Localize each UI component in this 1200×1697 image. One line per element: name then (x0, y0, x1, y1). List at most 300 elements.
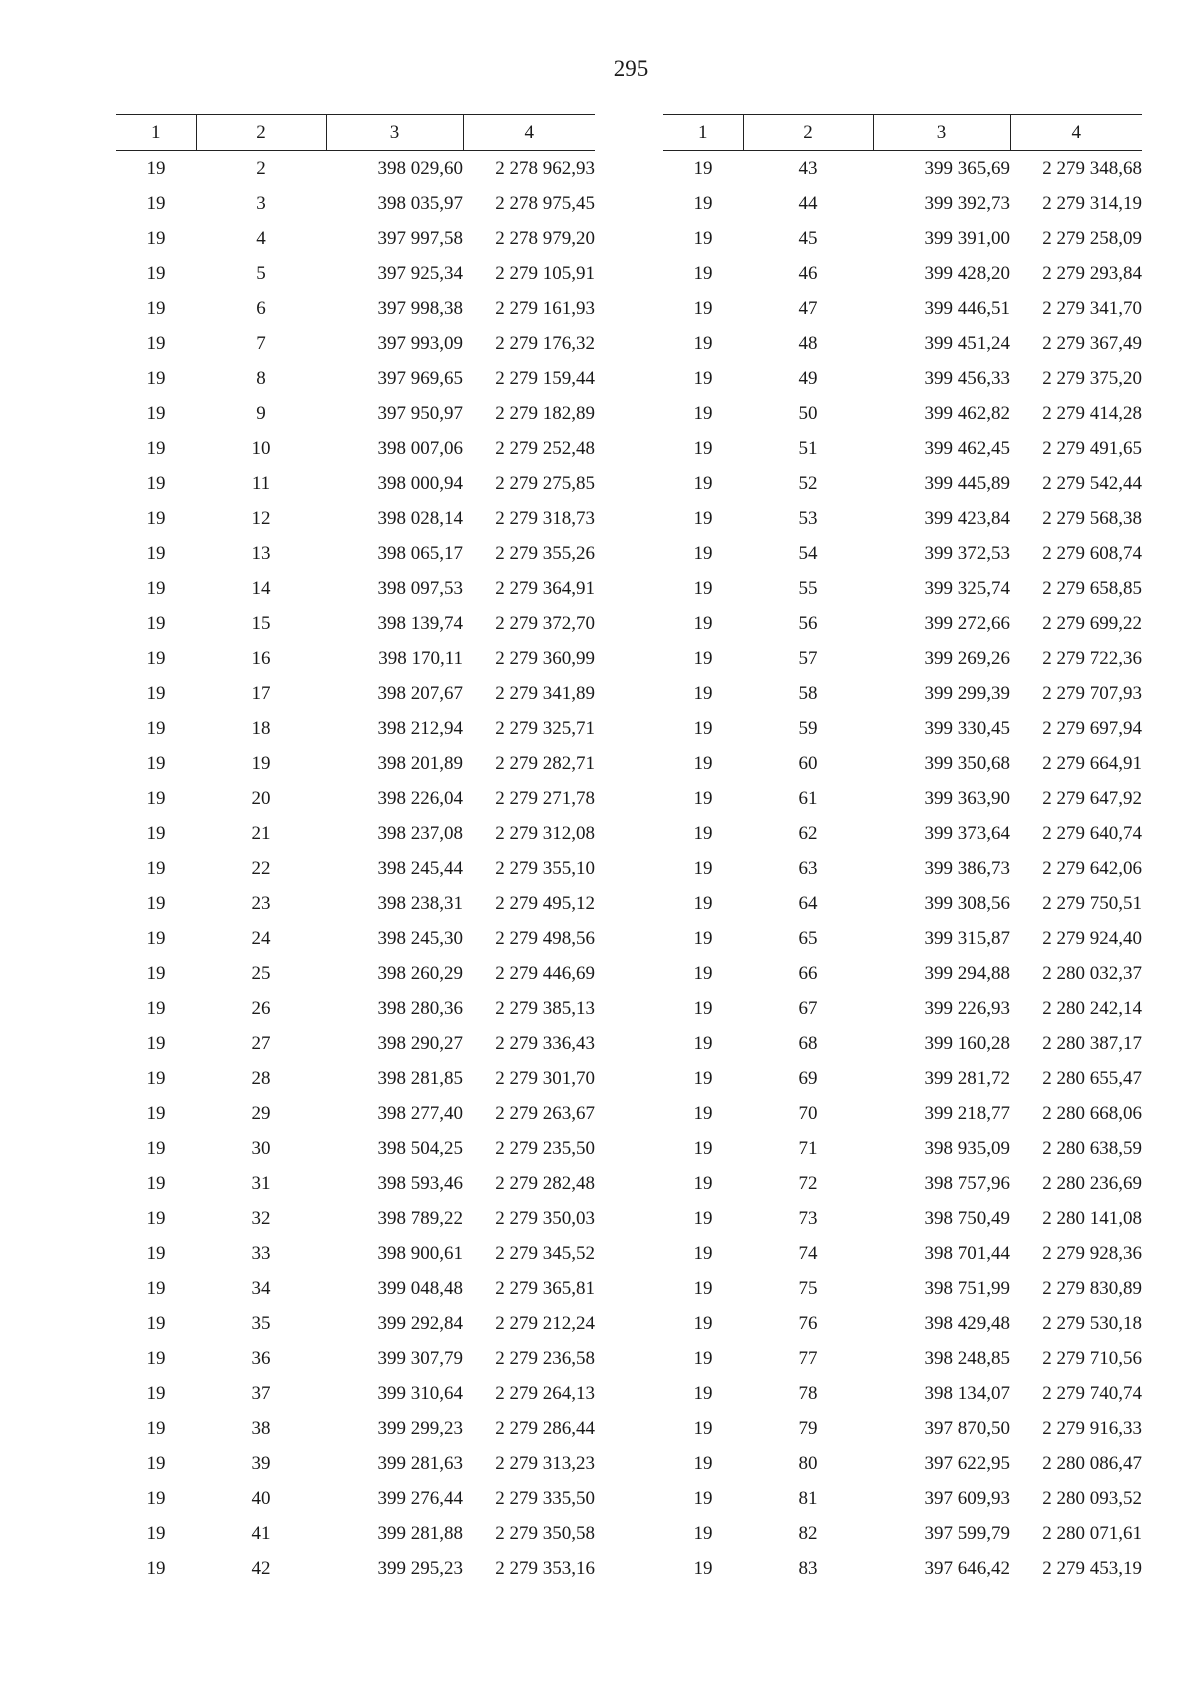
point-number-cell: 23 (251, 892, 271, 914)
x-coordinate-cell: 397 950,97 (377, 402, 463, 424)
point-number-cell: 64 (798, 892, 818, 914)
table-row (663, 711, 1142, 746)
point-number-cell: 12 (251, 507, 271, 529)
point-number-cell: 2 (256, 157, 266, 179)
x-coordinate-cell: 397 997,58 (377, 227, 463, 249)
y-coordinate-cell: 2 280 236,69 (1042, 1172, 1142, 1194)
x-coordinate-cell: 398 035,97 (377, 192, 463, 214)
table-row (116, 1026, 595, 1061)
header-row (663, 115, 1142, 151)
y-coordinate-cell: 2 279 252,48 (495, 437, 595, 459)
section-number-cell: 19 (693, 1277, 713, 1299)
section-number-cell: 19 (146, 752, 166, 774)
y-coordinate-cell: 2 279 375,20 (1042, 367, 1142, 389)
table-row (663, 1341, 1142, 1376)
point-number-cell: 58 (798, 682, 818, 704)
section-number-cell: 19 (693, 1067, 713, 1089)
section-number-cell: 19 (693, 752, 713, 774)
table-row (663, 466, 1142, 501)
section-number-cell: 19 (146, 437, 166, 459)
section-number-cell: 19 (146, 542, 166, 564)
x-coordinate-cell: 399 451,24 (924, 332, 1010, 354)
column-header: 3 (873, 115, 1010, 151)
x-coordinate-cell: 398 248,85 (924, 1347, 1010, 1369)
table-row (116, 711, 595, 746)
table-row (663, 1096, 1142, 1131)
x-coordinate-cell: 398 238,31 (377, 892, 463, 914)
section-number-cell: 19 (693, 577, 713, 599)
point-number-cell: 42 (251, 1557, 271, 1579)
x-coordinate-cell: 399 456,33 (924, 367, 1010, 389)
point-number-cell: 5 (256, 262, 266, 284)
y-coordinate-cell: 2 279 699,22 (1042, 612, 1142, 634)
y-coordinate-cell: 2 280 655,47 (1042, 1067, 1142, 1089)
section-number-cell: 19 (146, 962, 166, 984)
point-number-cell: 48 (798, 332, 818, 354)
y-coordinate-cell: 2 279 348,68 (1042, 157, 1142, 179)
point-number-cell: 36 (251, 1347, 271, 1369)
x-coordinate-cell: 397 998,38 (377, 297, 463, 319)
x-coordinate-cell: 398 097,53 (377, 577, 463, 599)
section-number-cell: 19 (693, 262, 713, 284)
point-number-cell: 20 (251, 787, 271, 809)
point-number-cell: 70 (798, 1102, 818, 1124)
x-coordinate-cell: 398 277,40 (377, 1102, 463, 1124)
table-row (663, 571, 1142, 606)
section-number-cell: 19 (146, 1207, 166, 1229)
table-row (663, 151, 1142, 187)
point-number-cell: 49 (798, 367, 818, 389)
y-coordinate-cell: 2 279 350,58 (495, 1522, 595, 1544)
y-coordinate-cell: 2 279 282,48 (495, 1172, 595, 1194)
section-number-cell: 19 (693, 472, 713, 494)
y-coordinate-cell: 2 278 962,93 (495, 157, 595, 179)
x-coordinate-cell: 399 391,00 (924, 227, 1010, 249)
header-row (116, 115, 595, 151)
y-coordinate-cell: 2 278 979,20 (495, 227, 595, 249)
table-row (116, 221, 595, 256)
point-number-cell: 27 (251, 1032, 271, 1054)
point-number-cell: 69 (798, 1067, 818, 1089)
x-coordinate-cell: 399 281,72 (924, 1067, 1010, 1089)
y-coordinate-cell: 2 279 491,65 (1042, 437, 1142, 459)
x-coordinate-cell: 399 462,45 (924, 437, 1010, 459)
section-number-cell: 19 (693, 927, 713, 949)
x-coordinate-cell: 399 272,66 (924, 612, 1010, 634)
section-number-cell: 19 (693, 1347, 713, 1369)
section-number-cell: 19 (146, 612, 166, 634)
column-header: 3 (326, 115, 463, 151)
point-number-cell: 43 (798, 157, 818, 179)
table-row (116, 1306, 595, 1341)
table-row (116, 1551, 595, 1586)
x-coordinate-cell: 398 757,96 (924, 1172, 1010, 1194)
y-coordinate-cell: 2 279 498,56 (495, 927, 595, 949)
table-row (116, 1341, 595, 1376)
section-number-cell: 19 (693, 892, 713, 914)
x-coordinate-cell: 399 226,93 (924, 997, 1010, 1019)
point-number-cell: 3 (256, 192, 266, 214)
y-coordinate-cell: 2 280 071,61 (1042, 1522, 1142, 1544)
section-number-cell: 19 (146, 1137, 166, 1159)
section-number-cell: 19 (693, 1032, 713, 1054)
y-coordinate-cell: 2 280 668,06 (1042, 1102, 1142, 1124)
section-number-cell: 19 (146, 1382, 166, 1404)
point-number-cell: 35 (251, 1312, 271, 1334)
point-number-cell: 15 (251, 612, 271, 634)
section-number-cell: 19 (693, 612, 713, 634)
y-coordinate-cell: 2 279 710,56 (1042, 1347, 1142, 1369)
x-coordinate-cell: 398 065,17 (377, 542, 463, 564)
section-number-cell: 19 (146, 857, 166, 879)
section-number-cell: 19 (146, 892, 166, 914)
section-number-cell: 19 (693, 157, 713, 179)
table-row (116, 1446, 595, 1481)
section-number-cell: 19 (146, 297, 166, 319)
table-row (663, 1026, 1142, 1061)
y-coordinate-cell: 2 279 495,12 (495, 892, 595, 914)
x-coordinate-cell: 399 392,73 (924, 192, 1010, 214)
x-coordinate-cell: 399 372,53 (924, 542, 1010, 564)
point-number-cell: 82 (798, 1522, 818, 1544)
x-coordinate-cell: 398 260,29 (377, 962, 463, 984)
table-row (116, 1236, 595, 1271)
table-row (116, 151, 595, 187)
point-number-cell: 62 (798, 822, 818, 844)
y-coordinate-cell: 2 279 312,08 (495, 822, 595, 844)
table-row (663, 1166, 1142, 1201)
table-row (116, 1096, 595, 1131)
table-row (663, 746, 1142, 781)
table-row (116, 326, 595, 361)
x-coordinate-cell: 398 701,44 (924, 1242, 1010, 1264)
x-coordinate-cell: 398 290,27 (377, 1032, 463, 1054)
table-row (663, 1131, 1142, 1166)
column-header: 1 (663, 115, 743, 151)
x-coordinate-cell: 399 365,69 (924, 157, 1010, 179)
table-row (116, 1516, 595, 1551)
section-number-cell: 19 (693, 1382, 713, 1404)
section-number-cell: 19 (146, 927, 166, 949)
table-row (663, 361, 1142, 396)
point-number-cell: 34 (251, 1277, 271, 1299)
y-coordinate-cell: 2 279 372,70 (495, 612, 595, 634)
y-coordinate-cell: 2 279 176,32 (495, 332, 595, 354)
section-number-cell: 19 (146, 577, 166, 599)
y-coordinate-cell: 2 279 367,49 (1042, 332, 1142, 354)
point-number-cell: 13 (251, 542, 271, 564)
section-number-cell: 19 (693, 1522, 713, 1544)
page-number: 295 (613, 56, 649, 81)
y-coordinate-cell: 2 279 336,43 (495, 1032, 595, 1054)
table-row (663, 1411, 1142, 1446)
table-row (663, 221, 1142, 256)
table-row (663, 536, 1142, 571)
y-coordinate-cell: 2 279 446,69 (495, 962, 595, 984)
x-coordinate-cell: 397 609,93 (924, 1487, 1010, 1509)
y-coordinate-cell: 2 279 640,74 (1042, 822, 1142, 844)
table-row (663, 641, 1142, 676)
section-number-cell: 19 (693, 227, 713, 249)
x-coordinate-cell: 398 789,22 (377, 1207, 463, 1229)
point-number-cell: 18 (251, 717, 271, 739)
y-coordinate-cell: 2 279 414,28 (1042, 402, 1142, 424)
y-coordinate-cell: 2 278 975,45 (495, 192, 595, 214)
section-number-cell: 19 (146, 1032, 166, 1054)
section-number-cell: 19 (693, 822, 713, 844)
y-coordinate-cell: 2 279 707,93 (1042, 682, 1142, 704)
section-number-cell: 19 (693, 542, 713, 564)
table-row (116, 1201, 595, 1236)
x-coordinate-cell: 398 429,48 (924, 1312, 1010, 1334)
point-number-cell: 80 (798, 1452, 818, 1474)
point-number-cell: 63 (798, 857, 818, 879)
table-row (116, 361, 595, 396)
y-coordinate-cell: 2 279 355,26 (495, 542, 595, 564)
section-number-cell: 19 (693, 1137, 713, 1159)
x-coordinate-cell: 398 751,99 (924, 1277, 1010, 1299)
x-coordinate-cell: 398 280,36 (377, 997, 463, 1019)
table-row (663, 326, 1142, 361)
section-number-cell: 19 (146, 822, 166, 844)
table-row (116, 1271, 595, 1306)
point-number-cell: 21 (251, 822, 271, 844)
point-number-cell: 22 (251, 857, 271, 879)
y-coordinate-cell: 2 279 335,50 (495, 1487, 595, 1509)
section-number-cell: 19 (146, 262, 166, 284)
y-coordinate-cell: 2 280 141,08 (1042, 1207, 1142, 1229)
table-row (663, 1306, 1142, 1341)
y-coordinate-cell: 2 280 387,17 (1042, 1032, 1142, 1054)
x-coordinate-cell: 398 237,08 (377, 822, 463, 844)
x-coordinate-cell: 399 276,44 (377, 1487, 463, 1509)
table-row (663, 396, 1142, 431)
point-number-cell: 33 (251, 1242, 271, 1264)
point-number-cell: 8 (256, 367, 266, 389)
x-coordinate-cell: 399 363,90 (924, 787, 1010, 809)
x-coordinate-cell: 398 134,07 (924, 1382, 1010, 1404)
section-number-cell: 19 (146, 1102, 166, 1124)
y-coordinate-cell: 2 279 235,50 (495, 1137, 595, 1159)
x-coordinate-cell: 398 281,85 (377, 1067, 463, 1089)
point-number-cell: 79 (798, 1417, 818, 1439)
point-number-cell: 45 (798, 227, 818, 249)
table-row (116, 606, 595, 641)
section-number-cell: 19 (146, 1452, 166, 1474)
section-number-cell: 19 (693, 1207, 713, 1229)
point-number-cell: 41 (251, 1522, 271, 1544)
section-number-cell: 19 (693, 367, 713, 389)
x-coordinate-cell: 398 245,44 (377, 857, 463, 879)
table-row (663, 501, 1142, 536)
section-number-cell: 19 (693, 997, 713, 1019)
coordinates-table-left (116, 114, 595, 1586)
y-coordinate-cell: 2 279 159,44 (495, 367, 595, 389)
point-number-cell: 68 (798, 1032, 818, 1054)
point-number-cell: 32 (251, 1207, 271, 1229)
section-number-cell: 19 (146, 402, 166, 424)
y-coordinate-cell: 2 279 313,23 (495, 1452, 595, 1474)
x-coordinate-cell: 397 993,09 (377, 332, 463, 354)
y-coordinate-cell: 2 279 212,24 (495, 1312, 595, 1334)
table-row (663, 431, 1142, 466)
y-coordinate-cell: 2 279 360,99 (495, 647, 595, 669)
x-coordinate-cell: 399 308,56 (924, 892, 1010, 914)
y-coordinate-cell: 2 279 924,40 (1042, 927, 1142, 949)
section-number-cell: 19 (146, 332, 166, 354)
x-coordinate-cell: 398 593,46 (377, 1172, 463, 1194)
x-coordinate-cell: 398 212,94 (377, 717, 463, 739)
table-row (116, 536, 595, 571)
y-coordinate-cell: 2 280 242,14 (1042, 997, 1142, 1019)
point-number-cell: 24 (251, 927, 271, 949)
table-row (663, 1516, 1142, 1551)
x-coordinate-cell: 398 935,09 (924, 1137, 1010, 1159)
section-number-cell: 19 (146, 367, 166, 389)
x-coordinate-cell: 399 446,51 (924, 297, 1010, 319)
x-coordinate-cell: 398 504,25 (377, 1137, 463, 1159)
y-coordinate-cell: 2 279 642,06 (1042, 857, 1142, 879)
table-row (663, 886, 1142, 921)
table-row (663, 291, 1142, 326)
section-number-cell: 19 (693, 857, 713, 879)
point-number-cell: 29 (251, 1102, 271, 1124)
section-number-cell: 19 (146, 1277, 166, 1299)
column-header: 4 (463, 115, 595, 151)
y-coordinate-cell: 2 279 341,89 (495, 682, 595, 704)
x-coordinate-cell: 399 373,64 (924, 822, 1010, 844)
table-row (116, 921, 595, 956)
table-row (663, 1271, 1142, 1306)
point-number-cell: 46 (798, 262, 818, 284)
point-number-cell: 4 (256, 227, 266, 249)
table-row (663, 256, 1142, 291)
point-number-cell: 39 (251, 1452, 271, 1474)
section-number-cell: 19 (693, 787, 713, 809)
y-coordinate-cell: 2 279 263,67 (495, 1102, 595, 1124)
section-number-cell: 19 (146, 717, 166, 739)
table-row (116, 1061, 595, 1096)
point-number-cell: 75 (798, 1277, 818, 1299)
table-row (663, 1551, 1142, 1586)
x-coordinate-cell: 399 310,64 (377, 1382, 463, 1404)
section-number-cell: 19 (693, 682, 713, 704)
section-number-cell: 19 (146, 1172, 166, 1194)
x-coordinate-cell: 399 299,23 (377, 1417, 463, 1439)
section-number-cell: 19 (146, 472, 166, 494)
table-row (116, 1166, 595, 1201)
x-coordinate-cell: 399 281,88 (377, 1522, 463, 1544)
y-coordinate-cell: 2 279 258,09 (1042, 227, 1142, 249)
y-coordinate-cell: 2 279 275,85 (495, 472, 595, 494)
table-row (116, 291, 595, 326)
section-number-cell: 19 (146, 1417, 166, 1439)
point-number-cell: 74 (798, 1242, 818, 1264)
table-row (116, 676, 595, 711)
y-coordinate-cell: 2 279 385,13 (495, 997, 595, 1019)
y-coordinate-cell: 2 279 568,38 (1042, 507, 1142, 529)
y-coordinate-cell: 2 279 271,78 (495, 787, 595, 809)
point-number-cell: 76 (798, 1312, 818, 1334)
x-coordinate-cell: 399 295,23 (377, 1557, 463, 1579)
section-number-cell: 19 (146, 192, 166, 214)
y-coordinate-cell: 2 279 658,85 (1042, 577, 1142, 599)
x-coordinate-cell: 398 139,74 (377, 612, 463, 634)
y-coordinate-cell: 2 279 750,51 (1042, 892, 1142, 914)
point-number-cell: 44 (798, 192, 818, 214)
y-coordinate-cell: 2 279 325,71 (495, 717, 595, 739)
table-row (116, 1376, 595, 1411)
x-coordinate-cell: 399 292,84 (377, 1312, 463, 1334)
y-coordinate-cell: 2 279 314,19 (1042, 192, 1142, 214)
x-coordinate-cell: 398 028,14 (377, 507, 463, 529)
y-coordinate-cell: 2 279 530,18 (1042, 1312, 1142, 1334)
y-coordinate-cell: 2 279 345,52 (495, 1242, 595, 1264)
point-number-cell: 10 (251, 437, 271, 459)
y-coordinate-cell: 2 279 453,19 (1042, 1557, 1142, 1579)
y-coordinate-cell: 2 280 638,59 (1042, 1137, 1142, 1159)
x-coordinate-cell: 399 299,39 (924, 682, 1010, 704)
section-number-cell: 19 (146, 157, 166, 179)
y-coordinate-cell: 2 279 161,93 (495, 297, 595, 319)
y-coordinate-cell: 2 279 722,36 (1042, 647, 1142, 669)
table-row (116, 571, 595, 606)
y-coordinate-cell: 2 279 365,81 (495, 1277, 595, 1299)
x-coordinate-cell: 399 315,87 (924, 927, 1010, 949)
table-row (663, 991, 1142, 1026)
y-coordinate-cell: 2 279 264,13 (495, 1382, 595, 1404)
point-number-cell: 72 (798, 1172, 818, 1194)
x-coordinate-cell: 399 428,20 (924, 262, 1010, 284)
table-row (116, 1411, 595, 1446)
section-number-cell: 19 (693, 1417, 713, 1439)
section-number-cell: 19 (693, 1487, 713, 1509)
y-coordinate-cell: 2 279 293,84 (1042, 262, 1142, 284)
x-coordinate-cell: 399 423,84 (924, 507, 1010, 529)
y-coordinate-cell: 2 279 353,16 (495, 1557, 595, 1579)
x-coordinate-cell: 399 294,88 (924, 962, 1010, 984)
section-number-cell: 19 (693, 647, 713, 669)
point-number-cell: 16 (251, 647, 271, 669)
section-number-cell: 19 (146, 787, 166, 809)
point-number-cell: 81 (798, 1487, 818, 1509)
point-number-cell: 47 (798, 297, 818, 319)
x-coordinate-cell: 398 201,89 (377, 752, 463, 774)
table-row (663, 676, 1142, 711)
x-coordinate-cell: 398 000,94 (377, 472, 463, 494)
point-number-cell: 14 (251, 577, 271, 599)
y-coordinate-cell: 2 279 105,91 (495, 262, 595, 284)
table-row (663, 781, 1142, 816)
point-number-cell: 67 (798, 997, 818, 1019)
y-coordinate-cell: 2 279 301,70 (495, 1067, 595, 1089)
point-number-cell: 31 (251, 1172, 271, 1194)
x-coordinate-cell: 399 462,82 (924, 402, 1010, 424)
section-number-cell: 19 (146, 997, 166, 1019)
section-number-cell: 19 (693, 717, 713, 739)
column-header: 2 (743, 115, 873, 151)
section-number-cell: 19 (693, 962, 713, 984)
point-number-cell: 71 (798, 1137, 818, 1159)
x-coordinate-cell: 399 218,77 (924, 1102, 1010, 1124)
point-number-cell: 53 (798, 507, 818, 529)
section-number-cell: 19 (146, 1347, 166, 1369)
column-header: 1 (116, 115, 196, 151)
point-number-cell: 19 (251, 752, 271, 774)
table-row (116, 991, 595, 1026)
y-coordinate-cell: 2 279 282,71 (495, 752, 595, 774)
point-number-cell: 11 (251, 472, 271, 494)
